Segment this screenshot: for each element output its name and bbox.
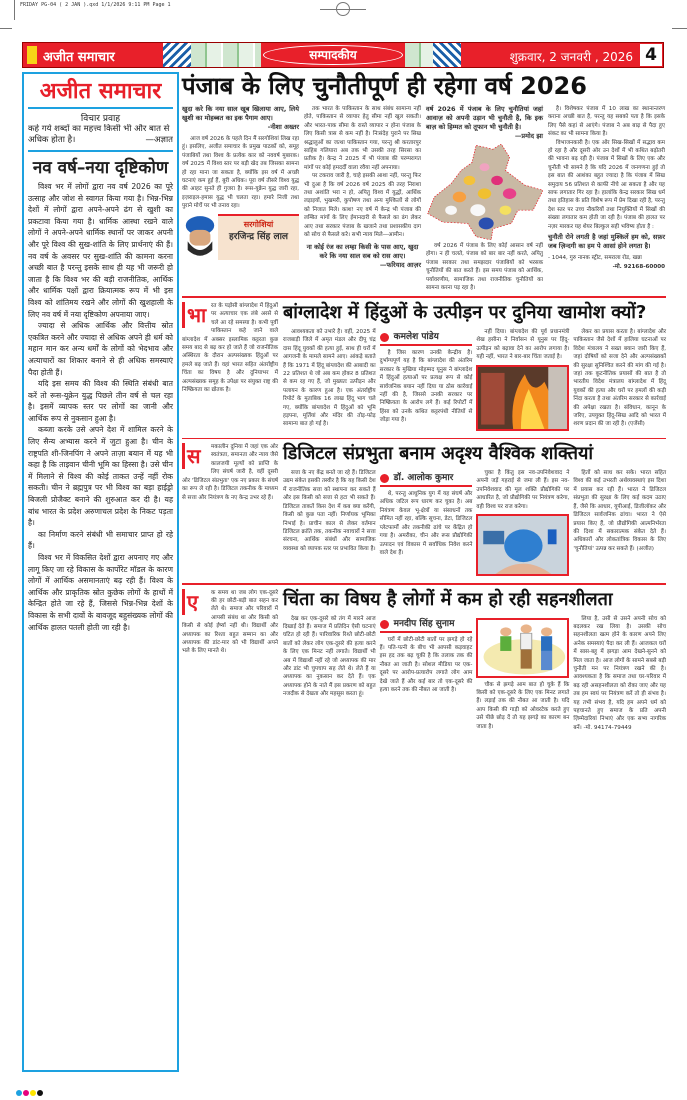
article-column-5 [573,615,666,733]
paragraph: का निर्माण करने संबंधी भी समाचार प्राप्त हो रहे हैं। [28,529,173,551]
section-divider [182,583,666,585]
article-column-4 [476,469,569,579]
columnist-caption [218,214,299,260]
paragraph: ज्यादा से अधिक आर्थिक और वित्तीय स्रोत एकत्रित करने और ज्यादा से अधिक अपने ही धर्म को महान मान कर अन्य धर्मों के लोगों को भेदभाव और अत्याचारों का शिकार बनाने से ही अधिक समस्याएं पैदा होती हैं। [28,321,173,377]
top-quote [182,105,299,132]
editorial-body [28,181,173,633]
paragraph: यदि इस समय की विश्व की स्थिति संबंधी बात करें तो रूस-यूक्रेन युद्ध पिछले तीन वर्ष से चल रहा है। इसमें व्यापक स्तर पर लोगों का जानी और आर्थिक रूप से नुकसान हुआ है। [28,379,173,423]
registration-line [320,9,366,10]
paragraph: वर्ष 2026 में पंजाब के लिए कोई आसान वर्ष नहीं होगा। न ही चलते, पंजाब को बार बार नहीं करते, अपितु पंजाब सरकार तथा समझदार पंजाबियों को भरसक चुनौतियों की बात करते हैं। इस समय पंजाब को आर्थिक, पर्यावरणीय, सामाजिक तथा राजनीतिक चुनौतियों का सामना करना पड़ रहा है। [426,243,543,292]
logo-diamond-icon [27,46,37,64]
drop-cap: स [182,443,208,469]
section-header-bar [22,42,664,68]
thought-heading: विचार प्रवाह [80,114,121,124]
top-quote-author: -नीशा अख्तर [267,123,299,131]
digital-globe-photo [476,514,569,576]
quote-text: कहे गये शब्दों का महत्त्व किसी भी और बात से अधिक होता है। [28,124,170,145]
byline-dot-icon [380,620,389,629]
article-main-block [283,589,666,733]
punjab-map-crowd-image [426,144,543,240]
paragraph: घरों में छोटी-छोटी बातों पर झगड़े हो रहे हैं। पति-पत्नी के बीच भी आपसी कड़वाहट इस हद तक बढ़ चुकी है कि तलाक तक की नौबत आ जाती है। सोशल मीडिया पर एक-दूसरे पर आरोप-प्रत्यारोप लगाते लोग आम देखे जाते हैं और कई बार तो एक-दूसरे की हत्या करने तक की नौबत आ जाती है। [379,636,473,694]
author-name: डॉ. आलोक कुमार [393,473,454,484]
printer-slug: FRIDAY PG-04 ( 2 JAN ).qxd 1/1/2026 9:11 PM Page 1 [20,2,171,8]
bangladesh-article [182,302,666,434]
main-column-1 [182,105,299,263]
article-column-4 [476,328,569,434]
tolerance-article [182,589,666,733]
mid-quote [304,243,421,270]
main-column-4 [548,105,665,271]
column-badge: सरगोशियां [243,219,274,229]
paragraph: विश्व भर में लोगों द्वारा नव वर्ष 2026 का पूरे उत्साह और जोश से स्वागत किया गया है। भिन्न-भिन्न देशों में लोगों द्वारा अपने-अपने ढंग से खुशी का प्रकटावा किया गया है। धार्मिक आस्था रखने वाले लोगों ने अपने-अपने धार्मिक स्थानों पर जाकर अपनी और पूरे विश्व की सुख-शांति के लिए प्रार्थनाएं की हैं। नव वर्ष के अवसर पर सुख-शांति की कामना करना अच्छी बात है परन्तु इसके साथ ही यह भी जरूरी हो जाता है कि विश्व भर की बड़ी राजनीतिक, आर्थिक और धार्मिक पक्षों द्वारा क्रियात्मक रूप में भी इस विश्व को शांतिमय रखने और लोगों की खुशहाली के लिए नव वर्ष में नया दृष्टिकोण अपनाया जाए। [28,182,173,319]
mid-quote-author: —फरियाद आज़र [379,260,421,269]
paragraph: सत्ता के नए केंद्र बनते जा रहे हैं। डिजिटल उद्यम संकेत इसकी तस्वीर है कि यह किसी देश में राजनीतिक सत्ता को स्थापना कर सकते हैं और इस किसी को सत्ता से हटा भी सकते हैं। डिजिटल ताकतें किस देश में कब क्या करेंगी, किसी को कुछ पता नहीं। निर्णायक भूमिका निभाई है। प्राचीन काल से लेकर वर्तमान डिजिटल क्रांति तक, तकनीक नवाचारों ने सत्ता संरचना, आर्थिक संबंधों और सामाजिक व्यवस्था को व्यापक स्तर पर प्रभावित किया है। [283,470,376,552]
article-main-block [283,443,666,579]
byline-dot-icon [380,474,389,483]
author-address: - 1044, गुरु नानक स्ट्रीट, समराला रोड, खन्ना [548,255,642,262]
mid-quote-text: ना कोई रंज का लम्हा किसी के पास आए, खुदा करे कि नया साल सब को रास आए। [306,242,419,260]
paragraph: चौक से झगड़े आम बात हो चुके हैं कि किसी को एक-दूसरे के लिए एक मिनट लगाते हैं। लड़ाई तक की नौबत आ जाती है। यदि आप किसी की गाड़ी को ओवरटेक करते हुए उसे पीछे छोड़ दें तो यह झगड़े का कारण बन जाता है। [476,681,570,730]
side-quote [426,105,543,141]
paragraph: देख कर एक-दूसरे को तंग में मारने आज दिखाई देते हैं। समाज में प्रतिदिन ऐसी घटनाएं घटित हो रही हैं। पारिवारिक रिश्ते छोटी-छोटी बातों को लेकर लोग एक-दूसरे की हत्या करने के लिए एक मिनट नहीं लगाते। विद्यार्थी भी अब में विद्यार्थी नहीं रहे जो अध्यापक की मार और डांट भी चुपचाप सह लेते थे। लेते हैं या अध्यापक का नुकसान कर देते हैं। एक अध्यापक होने के नाते मैं इस प्रकरण को बहुत नजदीक से देखता और महसूस करता हूं। [283,615,376,698]
paragraph: क समय था जब लोग एक-दूसरे की हर छोटी-बड़ी बात सहन कर लेते थे। समाज और परिवारों में आपसी संबंध था और किसी को किसी से कोई ईर्ष्या नहीं थी। विद्यार्थी और अध्यापक का रिश्ता बहुत सम्मान का और अध्यापक की डांट-मार को भी विद्यार्थी अपने भले के लिए मानते थे। [182,589,278,655]
digital-headline: डिजिटल संप्रभुता बनाम अदृश्य वैश्विक शक्तियां [283,443,594,465]
columnist-box [182,214,299,260]
fire-photo [476,365,569,431]
paragraph: आवश्यकता को उभारे है। वहीं, 2025 में राजबाड़ी जिले में अमृत मंडल और दीपू चंद्र दास हिंदू युवकों की हत्या हुई, साथ ही घरों में आगजनी के मामले सामने आए। आंकड़े बताते हैं कि 1971 में हिंदू बांग्लादेश की आबादी का 22 प्रतिशत थे जो अब कम होकर 8 प्रतिशत से कम रह गए हैं, जो मुख्यतः उत्पीड़न और पलायन के कारण हुआ है। एक अंतर्राष्ट्रीय रिपोर्ट के मुताबिक 16 लाख हिंदू भाग चले गए, क्योंकि बांग्लादेश में हिंदुओं को भूमि हड़पना, मूर्तियां और मंदिर की तोड़-फोड़ सामान्य बात हो गई है। [283,328,376,428]
paragraph: लिया है, उसी से उसने अपनी सोच को बदलकर रख लिया है। उसकी सोच सहनशीलता खत्म होने के कारण अपने लिए अनेक समस्याएं पैदा कर ली हैं। आजकल घरों में सास-बहू में झगड़ा आम देखने-सुनने को मिल जाता है। आज लोगों के सामने सबसे बड़ी चुनौती मन पर नियंत्रण रखने की है। आवश्यकता है कि समाज तथा घर-परिवार में बढ़ रही असहनशीलता को रोका जाए और यह तब हम स्वयं पर नियंत्रण करें तो ही संभव है। यह तभी संभव है, यदि हम अपने धर्म को पहचानते हुए समाज के प्रति अपनी ज़िम्मेदारियां निभाएं और एक सभ्य नागरिक बनें। -मो. 94174-79449 [573,615,667,731]
header-blue-stripes-right [433,43,461,67]
paragraph: हितों को साध कर सके। भारत सहित विश्व की कई उभरती अर्थव्यवस्थाएं इस दिशा में प्रयास कर रही हैं। भारत ने डिजिटल संप्रभुता की सुरक्षा के लिए कई कदम उठाए हैं, जैसे कि आधार, यूपीआई, डिजीलॉकर और डिजिटल सार्वजनिक ढांचा। भारत ने ऐसे प्रयास किए हैं, जो प्रौद्योगिकी आत्मनिर्भरता की दिशा में सकारात्मक संकेत देते हैं। अधिकारों और लोकतांत्रिक विकास के लिए 'चुनौतियां' उत्पन्न कर सकते हैं। (अजीत) [573,470,667,552]
article-column-5 [573,328,666,429]
article-column-3 [380,469,473,557]
paragraph: लेकर का प्रयास करता है। बांग्लादेश और पाकिस्तान जैसे देशों में हालिया घटनाओं पर विदेश मंत्रालय ने सख्त बयान जारी किए हैं, जहां दोषियों को सजा देने और अल्पसंख्यकों की सुरक्षा सुनिश्चित करने की मांग की गई है। जहां तक कूटनीतिक प्रयासों की बात है तो भारतीय विदेश मंत्रालय बांग्लादेश में हिंदू युवकों की हत्या और घरों पर हमलों की कड़ी निंदा करता है तथा अंतरिम सरकार से कार्रवाई की अपेक्षा रखता है। संविधान, कानून के जरिए, उपयुक्त हिंदू-सिख आदि को भारत में शरण प्रदान की जा रही है। (एजेंसी) [573,328,667,428]
paragraph: पर टकराव जारी है, चाहे इसकी आशा नहीं, परन्तु फिर भी दुआ है कि वर्ष 2026 वर्ष 2025 की तरह निराशा तथा अशांति भरा न हो, अपितु विश्व में युद्धों, आर्थिक लड़ाइयों, भुखमरी, कुपोषण तथा अन्य मुश्किलों से लोगों को निजात मिले। काश! नए वर्ष में केन्द्र भी पंजाब की लम्बित मांगों के लिए ईमानदारी से फैसले का ढंग लेकर आए तथा सरकार पंजाब के खजाने तथा प्रशासकीय दाग को सोच से फैसले करे। सभी न्याय मिले—आमीन। [304,173,421,239]
paragraph: तक भारत के पाकिस्तान के साथ संबंध सामान्य नहीं होते, पाकिस्तान से व्यापार हेतु सीमा नहीं खुल सकती। और भारत-पाक सीमा के रास्ते व्यापार न होना पंजाब के लिए किसी त्रास से कम नहीं है। निःसंदेह पुराने पर सिख श्रद्धालुओं का जत्था पाकिस्तान गया, परन्तु श्री करतारपुर साहिब गलियारा अब तक भी उसकी तरह सिरसा का प्रतीक है। केन्द्र ने 2025 में भी पंजाब की परम्परागत मांगों पर कोई हमदर्दी वाला रवैया नहीं अपनाया। [304,106,421,171]
paragraph: नहीं दिया। बांग्लादेश की पूर्व प्रधानमंत्री शेख हसीना ने निर्वासन से यूनुस पर हिंदू-उत्पीड़न को बढ़ावा देने का आरोप लगाया है। यही नहीं, भारत ने बार-बार चिंता जताई है। [476,328,570,361]
globe-image [478,516,567,574]
drop-cap: भा [182,302,208,328]
side-quote-text: वर्ष 2026 में पंजाब के लिए चुनौतियां जहां आवाज़ को अपनी उड़ान भी चुनौती है, कि इक बाज़ को हिम्मत को तूफान भी चुनौती है। [426,105,543,131]
article-column-5 [573,469,666,553]
columnist-portrait [182,214,218,260]
paragraph: है जिस कारण उनकी केन्द्रीय है। दुर्भाग्यपूर्ण यह है कि बांग्लादेश की अंतरिम सरकार के मुखिया मोहम्मद यूनुस ने बांग्लादेश में हिंदुओं हत्याओं पर प्रत्यक्ष रूप से कोई सार्वजनिक बयान नहीं दिया या ठोस कार्रवाई नहीं की है, जिससे उनकी सरकार पर निष्क्रियता के आरोप लगे हैं। कई रिपोर्टों में हिंसा को उनके कथित कट्टरपंथी नीतियों से जोड़ा गया है। [379,349,473,424]
side-quote-author: —प्रमोद झा [514,132,543,140]
bangladesh-headline: बांग्लादेश में हिंदुओं के उत्पीड़न पर दुनिया खामोश क्यों? [283,301,647,323]
article-column-3 [380,615,473,695]
main-headline: पंजाब के लिए चुनौतीपूर्ण ही रहेगा वर्ष 2026 [182,72,587,100]
thought-quote [28,124,173,146]
top-quote-text: खुदा करे कि नया साल खूब खिलाया आए, लिये खुशी का मोहब्बत का इक पैगाम आए। [182,105,299,122]
crop-mark [14,0,15,20]
page-number: 4 [640,44,662,66]
article-column-1 [182,443,278,502]
author-byline [380,618,473,633]
drop-cap: ए [182,589,208,615]
article-column-2 [283,328,376,429]
digital-article [182,443,666,579]
crop-mark [0,28,12,29]
article-column-1 [182,302,278,394]
header-stripes-right [405,43,433,67]
article-subcolumns [283,615,666,733]
section-divider [182,296,666,298]
fire-image [478,367,567,429]
fight-illustration [476,618,569,678]
main-column-2 [304,105,421,273]
paragraph: मकालीन दुनिया में जहां एक ओर स्वतंत्रता, समानता और न्याय जैसे कालजयी मूल्यों को प्राप्ति के लिए संघर्ष जारी है, वहीं दूसरी ओर 'डिजिटल संप्रभुता' एक नए प्रकार के संघर्ष का रूप ले रही है। डिजिटल तकनीक के माध्यम से सत्ता और नियंत्रण के नए केन्द्र उभर रहे हैं। [182,444,278,501]
author-name: मनदीप सिंह सुनाम [393,618,455,629]
article-column-2 [283,469,376,553]
article-main-block [283,302,666,434]
quote-author: —अज्ञात [145,135,173,145]
paragraph: आज वर्ष 2026 के पहले दिन मैं सरगोशियां लिख रहा हूं। इसलिए, अजीत समाचार के प्रमुख पाठकों को, समूह पंजाबियों तथा विश्व के प्रत्येक कार को नववर्ष मुबारक। वर्ष 2025 में विश्व स्तर पर बड़ी खेद तब जिसका सामना हो रहा माना जा सकता है, क्योंकि इस वर्ष में अच्छी घटनाएं कम हुई हैं, बुरी अधिक। पूरा वर्ष तीसरे विश्व युद्ध की आहट सुनते ही गुजरा है। रूस-यूक्रेन युद्ध जारी रहा, इज़राइल-हमास युद्ध भी चलता रहा। हमारे निजी तथा पुराने मोर्चे पर भी तनाव रहा। [182,136,299,210]
author-byline [380,331,473,346]
article-column-4 [476,615,569,731]
columnist-name: हरजिन्द्र सिंह लाल [228,231,289,242]
author-phone: -मो. 92168-60000 [612,263,665,270]
fight-image [478,620,567,676]
main-column-3 [426,105,543,292]
paragraph: चुका है किंतु इस नव-उपनिवेशवाद ने अपनी जड़ें गहराई से जमा ली हैं। इस नव-उपनिवेशवाद की मूल शक्ति प्रौद्योगिकी पर आधारित है, जो प्रौद्योगिकी पर नियंत्रण करेगा, वही विश्व पर राज करेगा। [476,470,570,510]
editorial-column [22,72,179,1072]
paragraph: रत के पड़ोसी बांग्लादेश में हिंदुओं पर अत्याचार एक लंबे अरसे से चले आ रहे समस्या है। कभी पूर्वी पाकिस्तान कहे जाने वाले बांग्लादेश में अक्सर इस्लामिक कट्टरता कुछ समय बाद से बढ़ कर हो जाते हैं जो राजनीतिक अस्थिरता के दौरान अल्पसंख्यक हिंदुओं पर हमले बढ़ जाते हैं। वहां भारत सहित अंतर्राष्ट्रीय चिंता का विषय है और दुनियाभर में अल्पसंख्यक समूह के उपेक्षा पर संयुक्त राष्ट्र की निष्क्रियता का द्योतक है। [182,302,278,393]
paragraph: है। विशेषकर पंजाब में 10 लाख का स्थानान्तरण कराना अच्छी बात है, परन्तु यह सबको पता है कि इसके लिए पैसे कहां से आएंगे। पंजाब ने अब बाढ़ से पैदा हुए संकट का भी सामना किया है। [548,106,665,138]
article-column-1 [182,589,278,656]
articles-area [182,70,666,732]
masthead: अजीत समाचार [28,77,173,109]
article-column-2 [283,615,376,699]
section-title: सम्पादकीय [263,45,403,65]
issue-date: शुक्रवार, 2 जनवरी , 2026 [509,50,633,64]
author-name: कमलेश पांडेय [393,332,439,343]
tolerance-headline: चिंता का विषय है लोगों में कम हो रही सहनशीलता [283,588,613,610]
article-subcolumns [283,328,666,434]
paper-name: अजीत समाचार [43,50,115,65]
header-blue-stripes-left [163,43,191,67]
section-divider [182,438,666,440]
main-article-body [182,105,666,292]
article-column-3 [380,328,473,425]
paragraph: विभाजनकारी है। एक ओर सिख-सिखों में सद्भाव कम हो रहा है और दूसरी ओर उन देशों में भी कथित बढ़ोतरी की भावना बढ़ रही है। पंजाब में सिखों के लिए एक और चुनौती भी सामने है कि यदि 2026 में जनगणना हुई तो इस बात की आशंका बहुत ज्यादा है कि पंजाब में सिख समुदाय 56 प्रतिशत से काफी नीचे आ सकता है और यह साफ लगातार गिर रहा है। हालांकि केन्द्र सरकार सिख धर्म तथा इतिहास के प्रति विशेष रूप में प्रेम दिखा रही है, परन्तु देश स्तर पर उच्च नौकरियों तथा नियुक्तियों में सिखों की संख्या लगातार कम होती जा रही है। पंजाब की हालत पर नज़र मारकर यह शेयर बिल्कुल सही भविष्य होता है : [548,139,665,230]
author-byline [380,472,473,487]
color-registration-marks [16,1081,44,1087]
editorial-headline: नव वर्ष–नया दृष्टिकोण [28,150,173,181]
crop-mark [672,28,687,29]
byline-dot-icon [380,333,389,342]
paragraph: विश्व भर में विकसित देशों द्वारा अपनाए गए और लागू किए जा रहे विकास के कार्पोरेट मॉडल के कारण लोगों में आर्थिक असमानताएं बढ़ रही हैं। विश्व के आर्थिक और प्राकृतिक स्रोत कुछेक लोगों के हाथों में केन्द्रित होते जा रहे हैं, जिससे भिन्न-भिन्न देशों के विकास के सभी दावों के बावजूद बहुसंख्यक लोगों की आर्थिक हालत पतली होती जा रही है। [28,553,173,632]
end-couplet: चुनौती रोने लगती है जहां मुश्किलें हम को, सफ़र जब ज़िन्दगी का हम पे आसां होने लगता है। [548,233,665,251]
paragraph: थे, परन्तु आधुनिक युग में यह संघर्ष और अधिक जटिल रूप धारण कर चुका है। अब नियंत्रण केवल भू-क्षेत्रों या संसाधनों तक सीमित नहीं रहा, बल्कि सूचना, डेटा, डिजिटल प्लेटफार्मों और तकनीकी ढांचे पर केंद्रित हो गया है। अमरीका, चीन और रूस प्रौद्योगिकी उत्पादन एवं विकास में सर्वाधिक निवेश करने वाले देश हैं। [379,491,473,556]
paragraph: कब्जा करके उसे अपने देश में शामिल करने के लिए सैन्य अभ्यास करने में जुटा हुआ है। चीन के राष्ट्रपति शी-जिनपिंग ने अपने ताज़ा बयान में यह भी कहा है कि ताइवान चीनी भूमि का हिस्सा है। उसे चीन में मिलाने से विश्व की कोई ताकत उन्हें नहीं रोक सकती। चीन ने ब्रह्मपुत्र पर भी विश्व का बड़ा हाईड्रो बिजली प्रोजैक्ट बनाने की शुरुआत कर दी है। यह बांध भारत के प्रदेश अरुणाचल प्रदेश के निकट पड़ता है। [28,425,173,528]
article-subcolumns [283,469,666,579]
header-stripes-left [191,43,261,67]
